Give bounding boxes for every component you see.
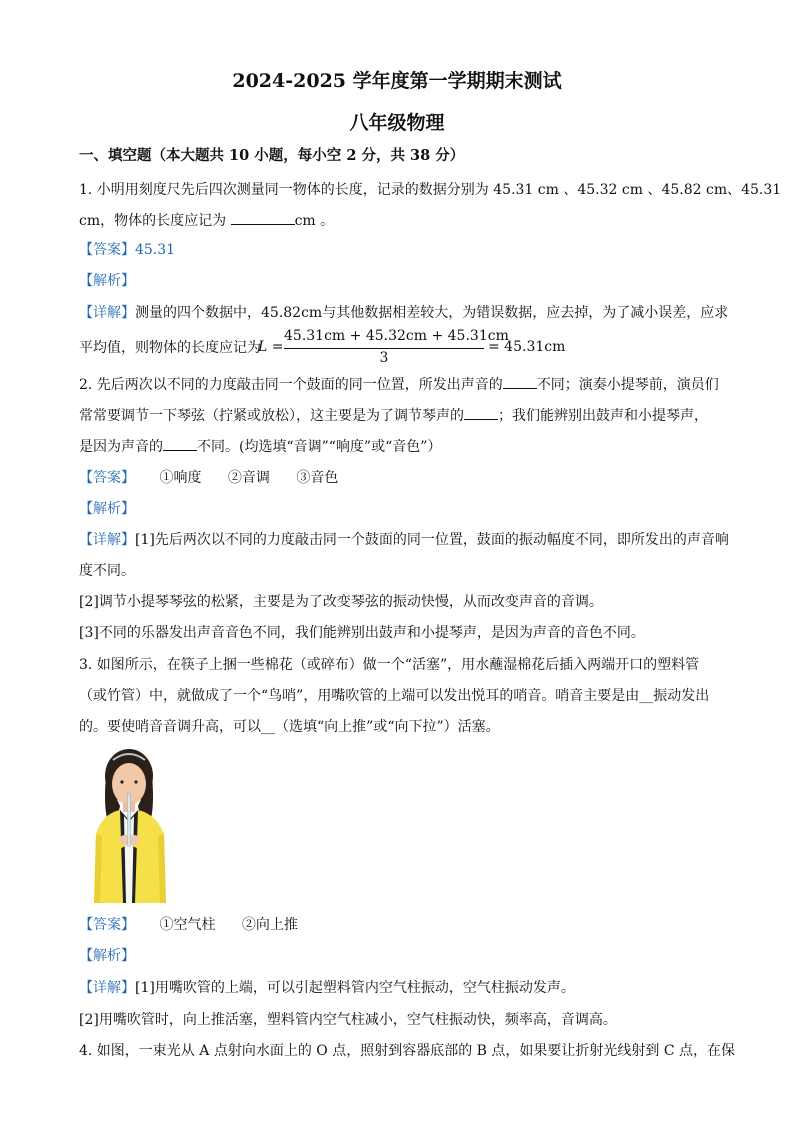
answer-tag: 【答案】: [79, 242, 135, 258]
answer-marker: ②: [241, 917, 256, 933]
q2-line3-b: 不同。(均选填“音调”“响度”或“音色”）: [197, 439, 442, 455]
answer-tag: 【答案】: [79, 470, 135, 486]
q2-answer-1: 响度: [173, 470, 202, 486]
q1-answer-value: 45.31: [135, 242, 176, 258]
section-heading: 一、填空题（本大题共 10 小题，每小空 2 分，共 38 分）: [79, 147, 465, 164]
q3-line3: 的。要使哨音音调升高，可以__（选填“向上推”或“向下拉”）活塞。: [79, 719, 500, 735]
q1-detail2: 平均值，则物体的长度应记为: [79, 340, 261, 356]
formula-numerator: 45.31cm + 45.32cm + 45.31cm: [284, 328, 509, 344]
q2-line3: [79, 436, 719, 457]
q2-answer-3: 音色: [310, 470, 339, 486]
q3-detail1-text: [1]用嘴吹管的上端，可以引起塑料管内空气柱振动，空气柱振动发声。: [135, 980, 575, 996]
q1-answer: [79, 240, 719, 260]
q3-answer-1: 空气柱: [173, 917, 216, 933]
q4-line1: 4. 如图，一束光从 A 点射向水面上的 O 点，照射到容器底部的 B 点，如果要让折射光线射到 C 点，在保: [79, 1043, 735, 1059]
q3-line2: （或竹管）中，就做成了一个“鸟哨”，用嘴吹管的上端可以发出悦耳的哨音。哨音主要是由__振动发出: [79, 688, 710, 704]
detail-tag: 【详解】: [79, 980, 135, 996]
q2-line3-a: 是因为声音的: [79, 439, 163, 455]
q2-detail2: 度不同。: [79, 563, 135, 579]
formula-rhs: = 45.31cm: [488, 339, 566, 355]
answer-marker: ①: [159, 917, 174, 933]
girl-blowing-whistle-photo: [80, 746, 178, 903]
q2-line2-a: 常常要调节一下琴弦（拧紧或放松），这主要是为了调节琴声的: [79, 408, 464, 424]
q2-detail3: [2]调节小提琴琴弦的松紧，主要是为了改变琴弦的振动快慢，从而改变声音的音调。: [79, 594, 603, 610]
q3-answer-2: 向上推: [255, 917, 298, 933]
q2-line1-b: 不同；演奏小提琴前，演员们: [536, 377, 719, 393]
q3-detail1: [79, 978, 719, 998]
q2-line1: [79, 374, 719, 395]
q1-detail1: [79, 303, 729, 323]
q1-detail1-text: 测量的四个数据中，45.82cm与其他数据相差较大，为错误数据，应去掉，为了减小误差，应求: [135, 305, 729, 321]
q2-line1-a: 2. 先后两次以不同的力度敲击同一个鼓面的同一位置，所发出声音的: [79, 377, 503, 393]
exam-subtitle: 八年级物理: [349, 112, 445, 134]
formula-denominator: 3: [379, 350, 389, 366]
q1-analysis-tag: 【解析】: [79, 273, 135, 289]
q2-blank2: [464, 405, 498, 420]
answer-tag: 【答案】: [79, 917, 135, 933]
answer-marker: ③: [296, 470, 311, 486]
q1-line2: [79, 210, 719, 231]
q3-line1: 3. 如图所示，在筷子上捆一些棉花（或碎布）做一个“活塞”，用水蘸湿棉花后插入两端开口的塑料管: [79, 657, 700, 673]
detail-tag: 【详解】: [79, 532, 135, 548]
q1-line2-unit: cm 。: [294, 213, 335, 229]
q1-blank: [231, 210, 295, 225]
formula-bar: [284, 348, 484, 349]
q1-formula: [258, 328, 566, 372]
q2-detail4: [3]不同的乐器发出声音音色不同，我们能辨别出鼓声和小提琴声，是因为声音的音色不同。: [79, 625, 645, 641]
q2-line2-b: ；我们能辨别出鼓声和小提琴声，: [498, 408, 708, 424]
q2-analysis-tag: 【解析】: [79, 501, 135, 517]
q2-detail1-text: [1]先后两次以不同的力度敲击同一个鼓面的同一位置，鼓面的振动幅度不同，即所发出的声音响: [135, 532, 729, 548]
detail-tag: 【详解】: [79, 305, 135, 321]
exam-title: 2024-2025 学年度第一学期期末测试: [232, 70, 562, 92]
q2-blank3: [163, 436, 197, 451]
q2-answer: [79, 468, 719, 488]
formula-lhs: L =: [258, 339, 284, 355]
q2-line2: [79, 405, 719, 426]
q3-detail2: [2]用嘴吹管时，向上推活塞，塑料管内空气柱减小，空气柱振动快，频率高，音调高。: [79, 1012, 617, 1028]
q2-answer-2: 音调: [241, 470, 270, 486]
answer-marker: ①: [159, 470, 174, 486]
answer-marker: ②: [227, 470, 242, 486]
q1-line1: 1. 小明用刻度尺先后四次测量同一物体的长度，记录的数据分别为 45.31 cm 、45.32 cm 、45.82 cm、45.31: [79, 182, 782, 198]
q1-line2-text: cm，物体的长度应记为: [79, 213, 231, 229]
q3-analysis-tag: 【解析】: [79, 948, 135, 964]
q3-answer: [79, 915, 719, 935]
q2-blank1: [503, 374, 537, 389]
q2-detail1: [79, 530, 729, 550]
